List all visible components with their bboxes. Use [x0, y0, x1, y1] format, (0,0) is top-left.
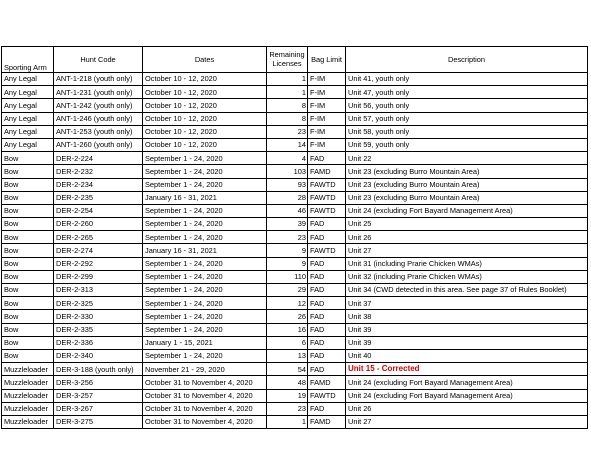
cell-bag-limit: FAD: [308, 284, 346, 297]
cell-hunt-code: DER-2-274: [54, 244, 143, 257]
cell-bag-limit: FAD: [308, 310, 346, 323]
cell-hunt-code: DER-2-330: [54, 310, 143, 323]
table-row: [2, 231, 588, 244]
cell-bag-limit: FAMD: [308, 376, 346, 389]
cell-description: Unit 34 (CWD detected in this area. See page 37 of Rules Booklet): [346, 284, 588, 297]
cell-hunt-code: DER-2-260: [54, 218, 143, 231]
cell-sporting-arm: Bow: [2, 244, 54, 257]
cell-bag-limit: FAWTD: [308, 204, 346, 217]
cell-dates: November 21 - 29, 2020: [143, 363, 267, 376]
cell-hunt-code: DER-2-340: [54, 349, 143, 362]
cell-hunt-code: ANT-1-253 (youth only): [54, 125, 143, 138]
cell-description: Unit 37: [346, 297, 588, 310]
cell-remaining: 9: [267, 244, 308, 257]
table-row: [2, 244, 588, 257]
table-row: [2, 402, 588, 415]
cell-dates: October 31 to November 4, 2020: [143, 415, 267, 428]
cell-sporting-arm: Bow: [2, 270, 54, 283]
cell-remaining: 23: [267, 402, 308, 415]
table-row: [2, 152, 588, 165]
cell-sporting-arm: Any Legal: [2, 112, 54, 125]
cell-remaining: 23: [267, 125, 308, 138]
header-bag-limit: Bag Limit: [308, 47, 346, 73]
cell-remaining: 8: [267, 112, 308, 125]
table-row: [2, 297, 588, 310]
table-row: [2, 191, 588, 204]
cell-bag-limit: F-IM: [308, 86, 346, 99]
table-row: [2, 284, 588, 297]
cell-dates: October 10 - 12, 2020: [143, 138, 267, 151]
cell-sporting-arm: Bow: [2, 257, 54, 270]
cell-description: Unit 24 (excluding Fort Bayard Management Area): [346, 376, 588, 389]
cell-sporting-arm: Muzzleloader: [2, 376, 54, 389]
table-row: [2, 376, 588, 389]
cell-sporting-arm: Muzzleloader: [2, 402, 54, 415]
cell-sporting-arm: Any Legal: [2, 73, 54, 86]
cell-dates: September 1 - 24, 2020: [143, 204, 267, 217]
cell-dates: September 1 - 24, 2020: [143, 297, 267, 310]
cell-hunt-code: DER-3-267: [54, 402, 143, 415]
cell-dates: October 31 to November 4, 2020: [143, 389, 267, 402]
cell-description: Unit 59, youth only: [346, 138, 588, 151]
cell-description: Unit 31 (including Prarie Chicken WMAs): [346, 257, 588, 270]
cell-sporting-arm: Bow: [2, 191, 54, 204]
cell-bag-limit: FAWTD: [308, 244, 346, 257]
cell-hunt-code: DER-2-336: [54, 336, 143, 349]
cell-hunt-code: ANT-1-231 (youth only): [54, 86, 143, 99]
cell-bag-limit: FAD: [308, 297, 346, 310]
cell-dates: September 1 - 24, 2020: [143, 310, 267, 323]
cell-sporting-arm: Any Legal: [2, 138, 54, 151]
header-row: [2, 47, 588, 73]
cell-bag-limit: FAD: [308, 218, 346, 231]
table-row: [2, 165, 588, 178]
cell-remaining: 16: [267, 323, 308, 336]
table-row: [2, 415, 588, 428]
table-row: [2, 112, 588, 125]
cell-bag-limit: FAD: [308, 270, 346, 283]
cell-dates: October 10 - 12, 2020: [143, 86, 267, 99]
cell-remaining: 1: [267, 73, 308, 86]
cell-description: Unit 38: [346, 310, 588, 323]
cell-hunt-code: DER-3-256: [54, 376, 143, 389]
cell-remaining: 39: [267, 218, 308, 231]
cell-bag-limit: FAD: [308, 231, 346, 244]
cell-sporting-arm: Bow: [2, 204, 54, 217]
cell-description: Unit 40: [346, 349, 588, 362]
cell-dates: September 1 - 24, 2020: [143, 284, 267, 297]
cell-hunt-code: DER-2-325: [54, 297, 143, 310]
cell-sporting-arm: Bow: [2, 178, 54, 191]
cell-dates: October 10 - 12, 2020: [143, 73, 267, 86]
cell-dates: September 1 - 24, 2020: [143, 257, 267, 270]
cell-sporting-arm: Any Legal: [2, 99, 54, 112]
cell-bag-limit: FAD: [308, 402, 346, 415]
cell-hunt-code: DER-2-224: [54, 152, 143, 165]
cell-hunt-code: DER-2-254: [54, 204, 143, 217]
cell-hunt-code: DER-2-234: [54, 178, 143, 191]
table-row: [2, 336, 588, 349]
table-row: [2, 349, 588, 362]
cell-description: Unit 26: [346, 231, 588, 244]
table-row: [2, 270, 588, 283]
header-dates: Dates: [143, 47, 267, 73]
table-row: [2, 99, 588, 112]
cell-description: Unit 22: [346, 152, 588, 165]
cell-remaining: 93: [267, 178, 308, 191]
license-table: [1, 46, 588, 429]
cell-sporting-arm: Any Legal: [2, 86, 54, 99]
cell-hunt-code: DER-2-292: [54, 257, 143, 270]
cell-bag-limit: F-IM: [308, 112, 346, 125]
cell-dates: October 10 - 12, 2020: [143, 99, 267, 112]
cell-remaining: 28: [267, 191, 308, 204]
cell-hunt-code: ANT-1-242 (youth only): [54, 99, 143, 112]
cell-sporting-arm: Bow: [2, 152, 54, 165]
cell-remaining: 46: [267, 204, 308, 217]
cell-dates: September 1 - 24, 2020: [143, 349, 267, 362]
cell-dates: October 10 - 12, 2020: [143, 125, 267, 138]
cell-hunt-code: DER-3-188 (youth only): [54, 363, 143, 376]
header-remaining-licenses: [267, 47, 308, 73]
cell-remaining: 1: [267, 415, 308, 428]
cell-description: Unit 23 (excluding Burro Mountain Area): [346, 178, 588, 191]
cell-description: Unit 32 (including Prarie Chicken WMAs): [346, 270, 588, 283]
cell-remaining: 110: [267, 270, 308, 283]
cell-dates: January 16 - 31, 2021: [143, 191, 267, 204]
cell-remaining: 103: [267, 165, 308, 178]
cell-hunt-code: ANT-1-260 (youth only): [54, 138, 143, 151]
header-remaining-line2: Licenses: [272, 58, 302, 68]
cell-sporting-arm: Bow: [2, 310, 54, 323]
cell-hunt-code: DER-3-275: [54, 415, 143, 428]
table-row: [2, 125, 588, 138]
cell-bag-limit: FAD: [308, 349, 346, 362]
table-row: [2, 363, 588, 376]
cell-sporting-arm: Bow: [2, 336, 54, 349]
cell-bag-limit: FAMD: [308, 165, 346, 178]
cell-hunt-code: ANT-1-218 (youth only): [54, 73, 143, 86]
cell-bag-limit: F-IM: [308, 73, 346, 86]
cell-description: Unit 39: [346, 336, 588, 349]
cell-description: Unit 15 - Corrected: [346, 363, 588, 376]
cell-bag-limit: F-IM: [308, 125, 346, 138]
cell-remaining: 1: [267, 86, 308, 99]
cell-dates: January 1 - 15, 2021: [143, 336, 267, 349]
cell-hunt-code: DER-2-235: [54, 191, 143, 204]
cell-sporting-arm: Bow: [2, 231, 54, 244]
cell-bag-limit: FAMD: [308, 415, 346, 428]
table-row: [2, 73, 588, 86]
cell-dates: September 1 - 24, 2020: [143, 152, 267, 165]
cell-sporting-arm: Bow: [2, 284, 54, 297]
cell-hunt-code: ANT-1-246 (youth only): [54, 112, 143, 125]
cell-bag-limit: F-IM: [308, 138, 346, 151]
cell-remaining: 26: [267, 310, 308, 323]
cell-hunt-code: DER-2-232: [54, 165, 143, 178]
cell-dates: October 31 to November 4, 2020: [143, 402, 267, 415]
cell-dates: January 16 - 31, 2021: [143, 244, 267, 257]
table-row: [2, 310, 588, 323]
header-remaining-line1: Remaining: [269, 49, 305, 59]
cell-remaining: 13: [267, 349, 308, 362]
cell-sporting-arm: Bow: [2, 165, 54, 178]
cell-description: Unit 26: [346, 402, 588, 415]
table-row: [2, 86, 588, 99]
cell-description: Unit 24 (excluding Fort Bayard Management Area): [346, 389, 588, 402]
cell-sporting-arm: Bow: [2, 297, 54, 310]
cell-sporting-arm: Bow: [2, 323, 54, 336]
cell-description: Unit 56, youth only: [346, 99, 588, 112]
table-row: [2, 257, 588, 270]
cell-bag-limit: F-IM: [308, 99, 346, 112]
cell-remaining: 23: [267, 231, 308, 244]
cell-sporting-arm: Muzzleloader: [2, 389, 54, 402]
cell-remaining: 4: [267, 152, 308, 165]
header-sporting-arm: Sporting Arm: [2, 47, 54, 73]
cell-dates: September 1 - 24, 2020: [143, 165, 267, 178]
cell-hunt-code: DER-2-335: [54, 323, 143, 336]
cell-hunt-code: DER-3-257: [54, 389, 143, 402]
cell-remaining: 12: [267, 297, 308, 310]
cell-remaining: 54: [267, 363, 308, 376]
cell-remaining: 48: [267, 376, 308, 389]
cell-remaining: 19: [267, 389, 308, 402]
cell-sporting-arm: Muzzleloader: [2, 363, 54, 376]
cell-hunt-code: DER-2-313: [54, 284, 143, 297]
cell-dates: September 1 - 24, 2020: [143, 231, 267, 244]
cell-dates: October 31 to November 4, 2020: [143, 376, 267, 389]
header-description: Description: [346, 47, 588, 73]
cell-bag-limit: FAWTD: [308, 191, 346, 204]
cell-remaining: 29: [267, 284, 308, 297]
cell-bag-limit: FAWTD: [308, 178, 346, 191]
cell-bag-limit: FAD: [308, 323, 346, 336]
table-row: [2, 323, 588, 336]
header-hunt-code: Hunt Code: [54, 47, 143, 73]
cell-hunt-code: DER-2-265: [54, 231, 143, 244]
cell-sporting-arm: Bow: [2, 349, 54, 362]
cell-sporting-arm: Muzzleloader: [2, 415, 54, 428]
cell-dates: September 1 - 24, 2020: [143, 218, 267, 231]
cell-bag-limit: FAD: [308, 363, 346, 376]
table-row: [2, 204, 588, 217]
cell-description: Unit 57, youth only: [346, 112, 588, 125]
cell-description: Unit 58, youth only: [346, 125, 588, 138]
cell-description: Unit 24 (excluding Fort Bayard Management Area): [346, 204, 588, 217]
cell-description: Unit 25: [346, 218, 588, 231]
table-row: [2, 178, 588, 191]
cell-dates: September 1 - 24, 2020: [143, 178, 267, 191]
table-body: [2, 73, 588, 429]
cell-description: Unit 27: [346, 415, 588, 428]
cell-remaining: 6: [267, 336, 308, 349]
table-row: [2, 138, 588, 151]
cell-description: Unit 27: [346, 244, 588, 257]
cell-bag-limit: FAWTD: [308, 389, 346, 402]
cell-remaining: 9: [267, 257, 308, 270]
cell-dates: October 10 - 12, 2020: [143, 112, 267, 125]
cell-sporting-arm: Any Legal: [2, 125, 54, 138]
cell-sporting-arm: Bow: [2, 218, 54, 231]
cell-description: Unit 23 (excluding Burro Mountain Area): [346, 165, 588, 178]
cell-bag-limit: FAD: [308, 257, 346, 270]
cell-hunt-code: DER-2-299: [54, 270, 143, 283]
cell-description: Unit 39: [346, 323, 588, 336]
cell-bag-limit: FAD: [308, 152, 346, 165]
cell-remaining: 8: [267, 99, 308, 112]
cell-description: Unit 41, youth only: [346, 73, 588, 86]
cell-dates: September 1 - 24, 2020: [143, 270, 267, 283]
cell-remaining: 14: [267, 138, 308, 151]
table-row: [2, 218, 588, 231]
cell-description: Unit 47, youth only: [346, 86, 588, 99]
cell-dates: September 1 - 24, 2020: [143, 323, 267, 336]
cell-description: Unit 23 (excluding Burro Mountain Area): [346, 191, 588, 204]
table-row: [2, 389, 588, 402]
cell-bag-limit: FAD: [308, 336, 346, 349]
